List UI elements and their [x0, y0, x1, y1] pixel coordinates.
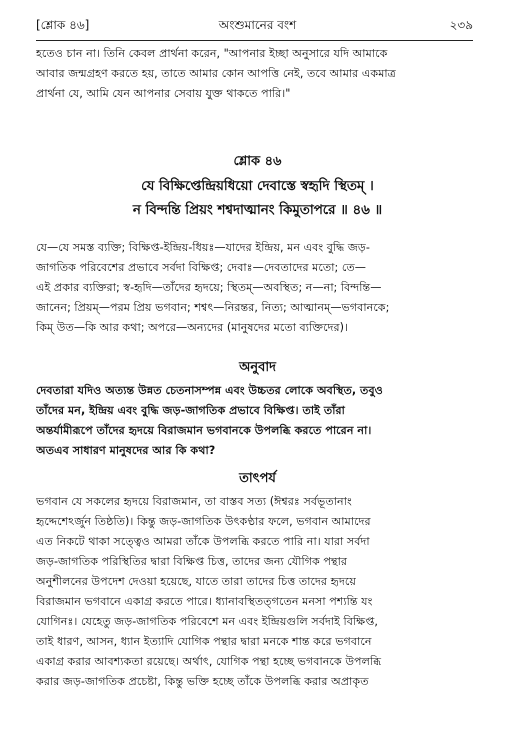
text-line: জানেন; প্রিয়ম্—পরম প্রিয় ভগবান; শশ্বৎ—নিরন্তর, নিত্য; আত্মানম্—ভগবানকে;: [36, 301, 390, 314]
text-line: হতেও চান না। তিনি কেবল প্রার্থনা করেন, "আপনার ইচ্ছা অনুসারে যদি আমাকে: [36, 47, 388, 60]
text-line: তাই ধারণ, আসন, ধ্যান ইত্যাদি যোগিক পন্থার দ্বারা মনকে শান্ত করে ভগবানে: [36, 635, 372, 648]
text-line: অতএব সাধারণ মানুষদের আর কি কথা?: [36, 444, 216, 457]
translation-heading: অনুবাদ: [239, 360, 276, 375]
text-line: কিম্ উত—কি আর কথা; অপরে—অন্যদের (মানুষদের মতো ব্যক্তিদের)।: [36, 321, 348, 334]
page-number: ২৩৯: [449, 18, 473, 32]
intro-paragraph: [36, 44, 474, 104]
text-line: ভগবান যে সকলের হৃদয়ে বিরাজমান, তা বাস্তব সত্য (ঈশ্বরঃ সর্বভূতানাং: [36, 495, 352, 508]
text-line: আবার জন্মগ্রহণ করতে হয়, তাতে আমার কোন আপত্তি নেই, তবে আমার একমাত্র: [36, 67, 396, 80]
text-line: এই প্রকার ব্যক্তিরা; স্ব-হৃদি—তাঁদের হৃদয়ে; স্থিতম্—অবস্থিত; ন—না; বিন্দন্তি—: [36, 281, 382, 294]
text-line: যোগিনঃ। যেহেতু জড়-জাগতিক পরিবেশে মন এবং ইন্দ্রিয়গুলি সর্বদাই বিক্ষিপ্ত,: [36, 615, 378, 628]
verse-heading: শ্লোক ৪৬: [233, 154, 282, 169]
text-line: হৃদ্দেশেঽর্জুন তিষ্ঠতি)। কিন্তু জড়-জাগতিক উৎকণ্ঠার ফলে, ভগবান আমাদের: [36, 515, 371, 528]
synonyms-paragraph: [36, 238, 474, 338]
purport-heading: তাৎপর্য: [239, 471, 276, 486]
text-line: জড়-জাগতিক পরিস্থিতির দ্বারা বিক্ষিপ্ত চিত্ত, তাদের জন্য যৌগিক পন্থার: [36, 555, 348, 568]
text-line: বিরাজমান ভগবানে একাগ্র করতে পারে। ধ্যানাবস্থিতত্গতেন মনসা পশ্যন্তি যং: [36, 595, 373, 608]
text-line: তাঁদের মন, ইন্দ্রিয় এবং বুদ্ধি জড়-জাগতিক প্রভাবে বিক্ষিপ্ত। তাই তাঁরা: [36, 404, 345, 417]
header-rule: [36, 40, 473, 41]
text-line: প্রার্থনা যে, আমি যেন আপনার সেবায় যুক্ত থাকতে পারি।": [36, 87, 291, 100]
translation-paragraph: [36, 381, 474, 461]
running-header-verse: [শ্লোক ৪৬]: [36, 18, 90, 32]
running-header-title: অংশুমানের বংশ: [218, 18, 297, 32]
text-line: দেবতারা যদিও অত্যন্ত উন্নত চেতনাসম্পন্ন এবং উচ্চতর লোকে অবস্থিত, তবুও: [36, 384, 383, 397]
text-line: যে—যে সমস্ত ব্যক্তি; বিক্ষিপ্ত-ইন্দ্রিয়-ধিয়ঃ—যাদের ইন্দ্রিয়, মন এবং বুদ্ধি জড়-: [36, 241, 370, 254]
text-line: একাগ্র করার আবশ্যকতা রয়েছে। অর্থাৎ, যোগিক পন্থা হচ্ছে ভগবানকে উপলব্ধি: [36, 655, 382, 668]
purport-paragraph: [36, 492, 474, 692]
text-line: অনুশীলনের উপদেশ দেওয়া হয়েছে, যাতে তারা তাদের চিত্ত তাদের হৃদয়ে: [36, 575, 356, 588]
text-line: এত নিকটে থাকা সত্ত্বেও আমরা তাঁকে উপলব্ধি করতে পারি না। যারা সর্বদা: [36, 535, 370, 548]
verse-line: যে বিক্ষিপ্তেন্দ্রিয়ধিয়ো দেবাস্তে স্বহৃদি স্থিতম্ ।: [141, 179, 374, 194]
text-line: জাগতিক পরিবেশের প্রভাবে সর্বদা বিক্ষিপ্ত; দেবাঃ—দেবতাদের মতো; তে—: [36, 261, 366, 274]
text-line: অন্তর্যামীরূপে তাঁদের হৃদয়ে বিরাজমান ভগবানকে উপলব্ধি করতে পারেন না।: [36, 424, 372, 437]
text-line: করার জড়-জাগতিক প্রচেষ্টা, কিন্তু ভক্তি হচ্ছে তাঁকে উপলব্ধি করার অপ্রাকৃত: [36, 675, 369, 688]
verse-line: ন বিন্দন্তি প্রিয়ং শশ্বদাত্মানং কিমুতাপরে ॥ ৪৬ ॥: [132, 203, 383, 218]
